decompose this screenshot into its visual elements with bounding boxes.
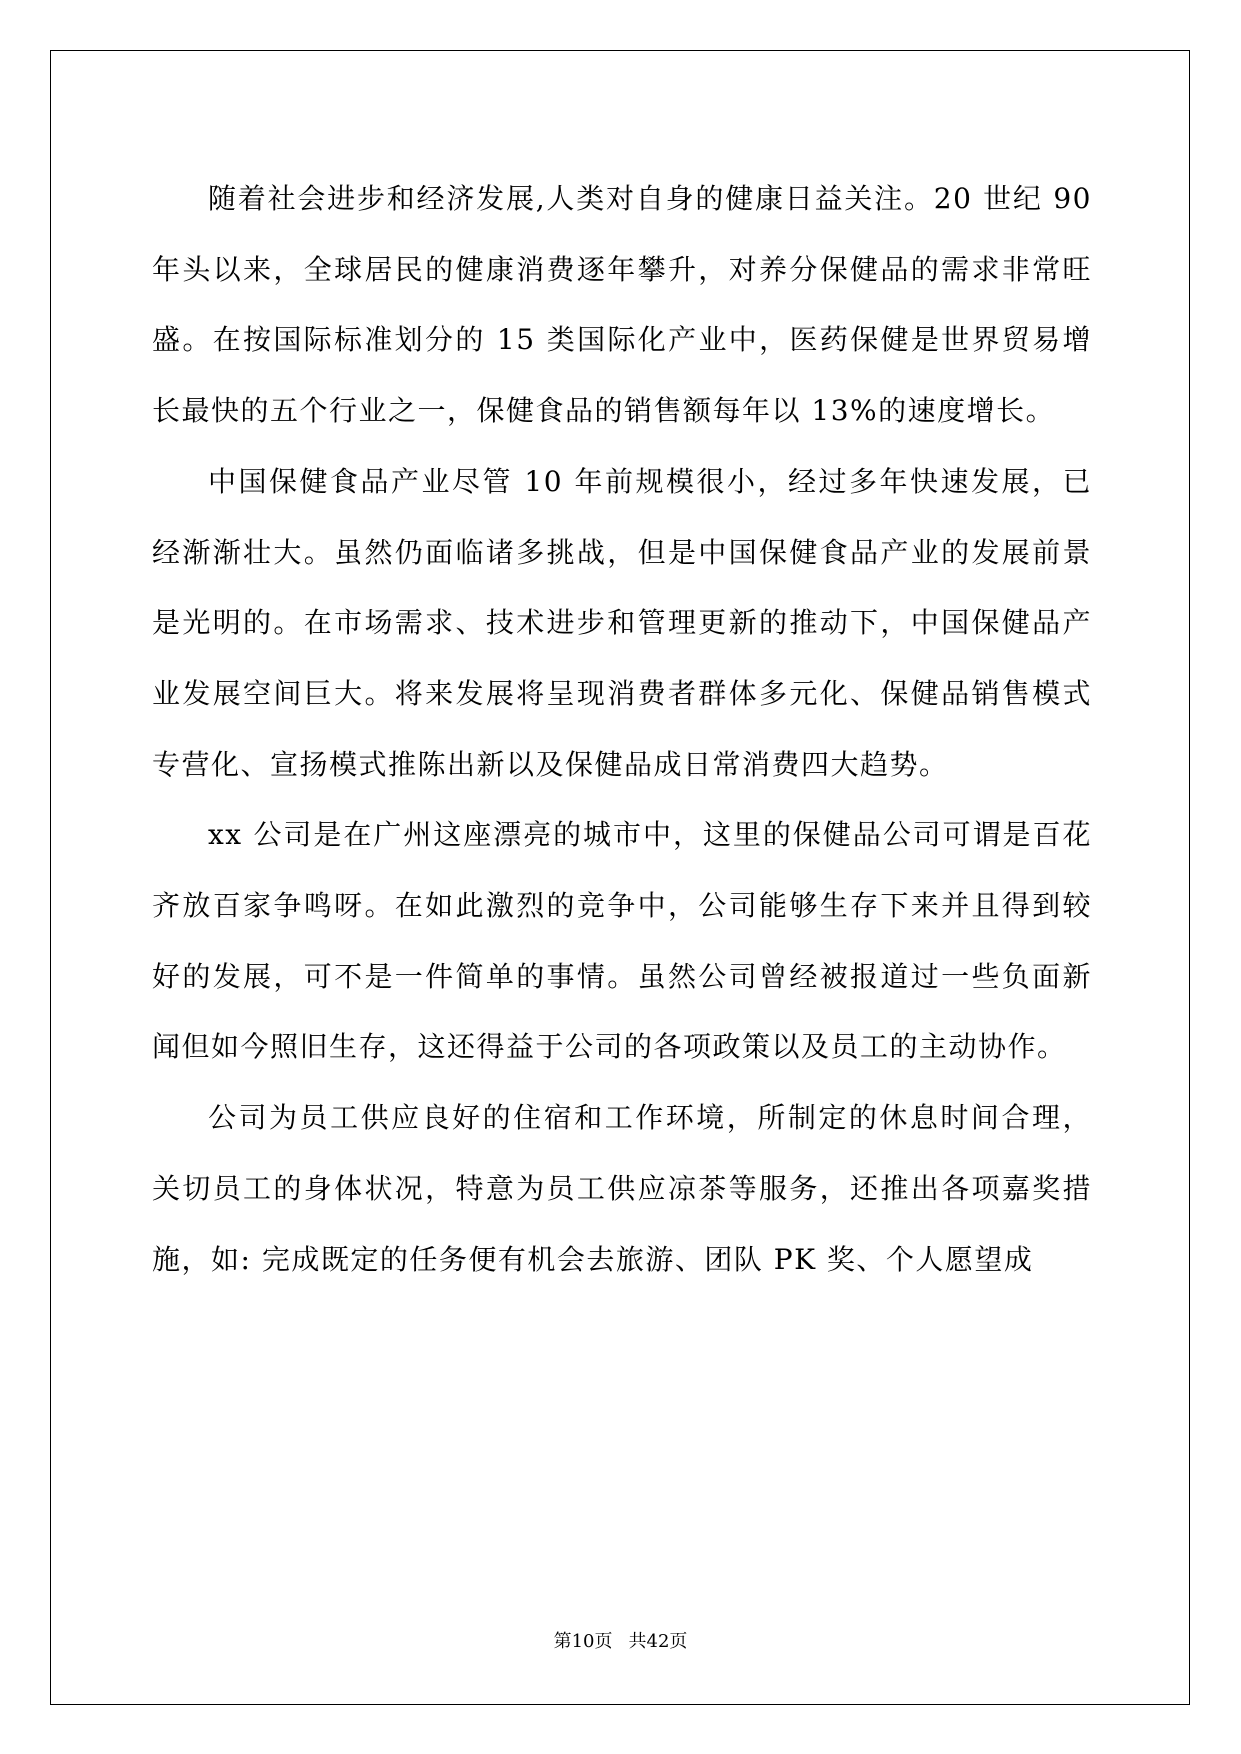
- paragraph-2: 中国保健食品产业尽管 10 年前规模很小，经过多年快速发展，已经渐渐壮大。虽然仍面临诸多挑战，但是中国保健食品产业的发展前景是光明的。在市场需求、技术进步和管理更新的推动下，中国保健品产业发展空间巨大。将来发展将呈现消费者群体多元化、保健品销售模式专营化、宣扬模式推陈出新以及保健品成日常消费四大趋势。: [152, 464, 1092, 781]
- total-pages: 42: [646, 1631, 670, 1652]
- page-footer: [0, 1630, 1241, 1654]
- paragraph-1: 随着社会进步和经济发展,人类对自身的健康日益关注。20 世纪 90 年头以来，全球居民的健康消费逐年攀升，对养分保健品的需求非常旺盛。在按国际标准划分的 15 类国际化产业中，医药保健是世界贸易增长最快的五个行业之一，保健食品的销售额每年以 13%的速度增长。: [152, 182, 1092, 428]
- paragraph-3: xx 公司是在广州这座漂亮的城市中，这里的保健品公司可谓是百花齐放百家争鸣呀。在如此激烈的竞争中，公司能够生存下来并且得到较好的发展，可不是一件简单的事情。虽然公司曾经被报道过一些负面新闻但如今照旧生存，这还得益于公司的各项政策以及员工的主动协作。: [152, 818, 1092, 1064]
- total-suffix: 页: [669, 1631, 688, 1652]
- page-number: 10: [571, 1631, 595, 1652]
- page-suffix: 页: [594, 1631, 613, 1652]
- paragraph-4: 公司为员工供应良好的住宿和工作环境，所制定的休息时间合理，关切员工的身体状况，特意为员工供应凉茶等服务，还推出各项嘉奖措施，如: 完成既定的任务便有机会去旅游、团队 PK 奖、个人愿望成: [152, 1101, 1092, 1276]
- page-prefix: 第: [553, 1631, 572, 1652]
- total-prefix: 共: [628, 1631, 647, 1652]
- document-body: [152, 164, 1092, 1295]
